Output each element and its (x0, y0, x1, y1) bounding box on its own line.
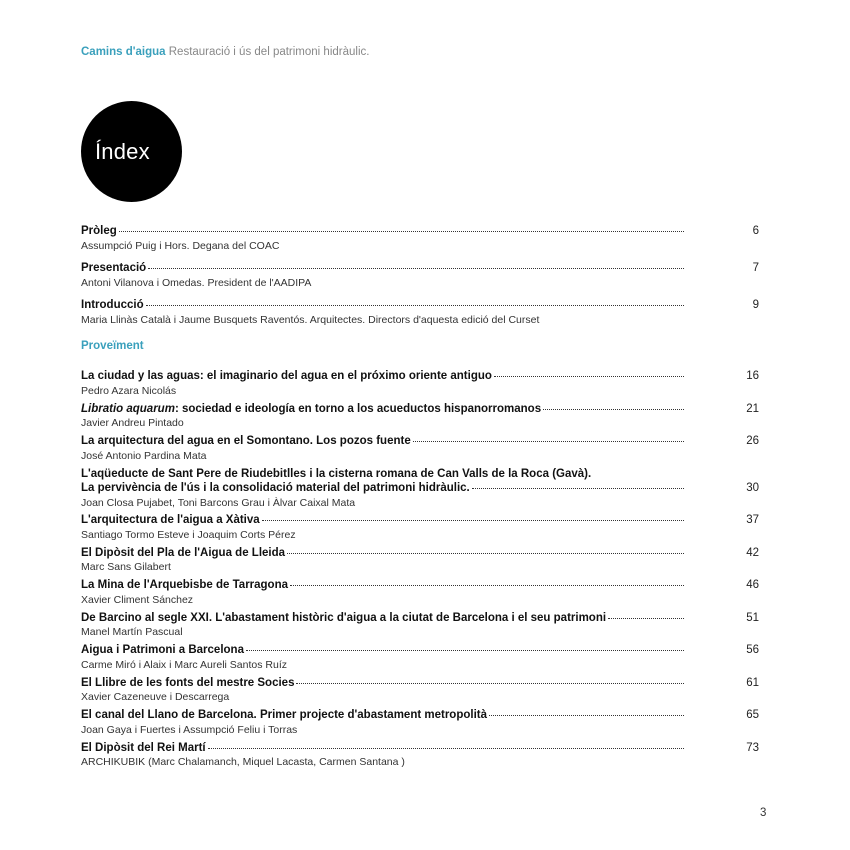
toc-entry-page: 37 (746, 514, 759, 526)
toc-entry-author: Antoni Vilanova i Omedas. President de l'AADIPA (81, 276, 312, 289)
dot-leader (290, 585, 684, 586)
dot-leader (148, 268, 684, 269)
toc-entry[interactable] (81, 741, 761, 774)
dot-leader (494, 376, 684, 377)
toc-entry-author: Assumpció Puig i Hors. Degana del COAC (81, 239, 280, 252)
dot-leader (608, 618, 684, 619)
toc-entry-author: Pedro Azara Nicolás (81, 384, 177, 397)
toc-entry-author: Javier Andreu Pintado (81, 417, 184, 429)
toc-entry-page: 30 (746, 482, 759, 494)
dot-leader (246, 650, 684, 651)
toc-entry-title: Presentació (81, 262, 147, 274)
toc-entry-author: Carme Miró i Alaix i Marc Aureli Santos Ruíz (81, 658, 287, 671)
toc-entry-author: Xavier Cazeneuve i Descarrega (81, 691, 230, 703)
toc-entry[interactable] (81, 402, 761, 435)
dot-leader (472, 488, 684, 489)
toc-entry-title: De Barcino al segle XXI. L'abastament històric d'aigua a la ciutat de Barcelona i el seu patrimoni (81, 611, 607, 624)
toc-main (81, 369, 761, 773)
toc-entry-title: La pervivència de l'ús i la consolidació material del patrimoni hidràulic. (81, 482, 470, 494)
toc-entry-title: La ciudad y las aguas: el imaginario del agua en el próximo oriente antiguo (81, 370, 492, 382)
toc-entry-page: 65 (746, 709, 759, 721)
toc-entry-page: 46 (746, 579, 759, 591)
toc-entry-page: 56 (746, 644, 759, 656)
toc-entry[interactable] (81, 224, 761, 261)
header-subtitle: Restauració i ús del patrimoni hidràulic. (168, 46, 370, 58)
toc-entry-title: Pròleg (81, 225, 117, 237)
toc-entry-author: Santiago Tormo Esteve i Joaquim Corts Pérez (81, 528, 296, 541)
dot-leader (296, 683, 684, 684)
dot-leader (543, 409, 684, 410)
toc-entry-author: Maria Llinàs Català i Jaume Busquets Raventós. Arquitectes. Directors d'aquesta edició del Curset (81, 313, 540, 326)
toc-entry-page: 73 (746, 741, 759, 754)
toc-entry[interactable] (81, 513, 761, 546)
toc-entry-page: 9 (752, 299, 759, 311)
toc-entry-author: Marc Sans Gilabert (81, 561, 171, 573)
toc-entry-page: 7 (752, 262, 759, 274)
toc-entry-page: 16 (746, 370, 759, 382)
toc-entry-page: 61 (746, 676, 759, 689)
toc-entry-page: 42 (746, 546, 759, 559)
toc-entry[interactable] (81, 467, 761, 514)
toc-intro (81, 224, 761, 335)
dot-leader (119, 231, 684, 232)
toc-entry-title-first-line: L'aqüeducte de Sant Pere de Riudebitlles i la cisterna romana de Can Valls de la Roca (Gavà). (81, 467, 592, 480)
dot-leader (287, 553, 684, 554)
toc-entry-author: Joan Closa Pujabet, Toni Barcons Grau i Àlvar Caixal Mata (81, 496, 356, 509)
dot-leader (262, 520, 684, 521)
dot-leader (489, 715, 684, 716)
toc-entry-author: Manel Martín Pascual (81, 626, 183, 638)
toc-entry[interactable] (81, 546, 761, 579)
toc-entry[interactable] (81, 611, 761, 644)
running-header (81, 46, 369, 58)
toc-entry[interactable] (81, 643, 761, 676)
dot-leader (413, 441, 684, 442)
toc-entry[interactable] (81, 261, 761, 298)
toc-entry-title: El Dipòsit del Rei Martí (81, 741, 206, 754)
toc-entry-title: El Dipòsit del Pla de l'Aigua de Lleida (81, 546, 286, 559)
toc-entry[interactable] (81, 369, 761, 402)
toc-entry[interactable] (81, 676, 761, 709)
toc-entry-page: 51 (746, 611, 759, 624)
toc-entry-author: José Antonio Pardina Mata (81, 449, 207, 462)
header-brand: Camins d'aigua (81, 46, 166, 58)
toc-entry-title: Introducció (81, 299, 144, 311)
toc-entry[interactable] (81, 434, 761, 467)
toc-entry[interactable] (81, 298, 761, 335)
toc-entry-title: Aigua i Patrimoni a Barcelona (81, 644, 244, 656)
toc-entry-title: L'arquitectura de l'aigua a Xàtiva (81, 514, 260, 526)
index-title: Índex (95, 138, 150, 164)
toc-entry[interactable] (81, 708, 761, 741)
toc-entry-title: La arquitectura del agua en el Somontano. Los pozos fuente (81, 435, 411, 447)
toc-entry-title: El canal del Llano de Barcelona. Primer projecte d'abastament metropolità (81, 709, 487, 721)
toc-entry-author: ARCHIKUBIK (Marc Chalamanch, Miquel Lacasta, Carmen Santana ) (81, 756, 405, 768)
toc-entry-author: Joan Gaya i Fuertes i Assumpció Feliu i Torras (81, 723, 298, 736)
toc-entry-page: 6 (752, 225, 759, 237)
section-heading: Proveïment (81, 340, 144, 352)
toc-entry-page: 21 (746, 402, 759, 415)
toc-entry-title-italic: Libratio aquarum (81, 402, 175, 415)
toc-entry-page: 26 (746, 435, 759, 447)
toc-entry-author: Xavier Climent Sánchez (81, 593, 194, 606)
page-number: 3 (760, 807, 767, 819)
dot-leader (208, 748, 684, 749)
index-title-badge (81, 101, 182, 202)
dot-leader (146, 305, 684, 306)
toc-entry[interactable] (81, 578, 761, 611)
toc-entry-title: El Llibre de les fonts del mestre Socies (81, 676, 295, 689)
toc-entry-title: : sociedad e ideología en torno a los acueductos hispanorromanos (174, 402, 542, 415)
toc-entry-title: La Mina de l'Arquebisbe de Tarragona (81, 579, 289, 591)
